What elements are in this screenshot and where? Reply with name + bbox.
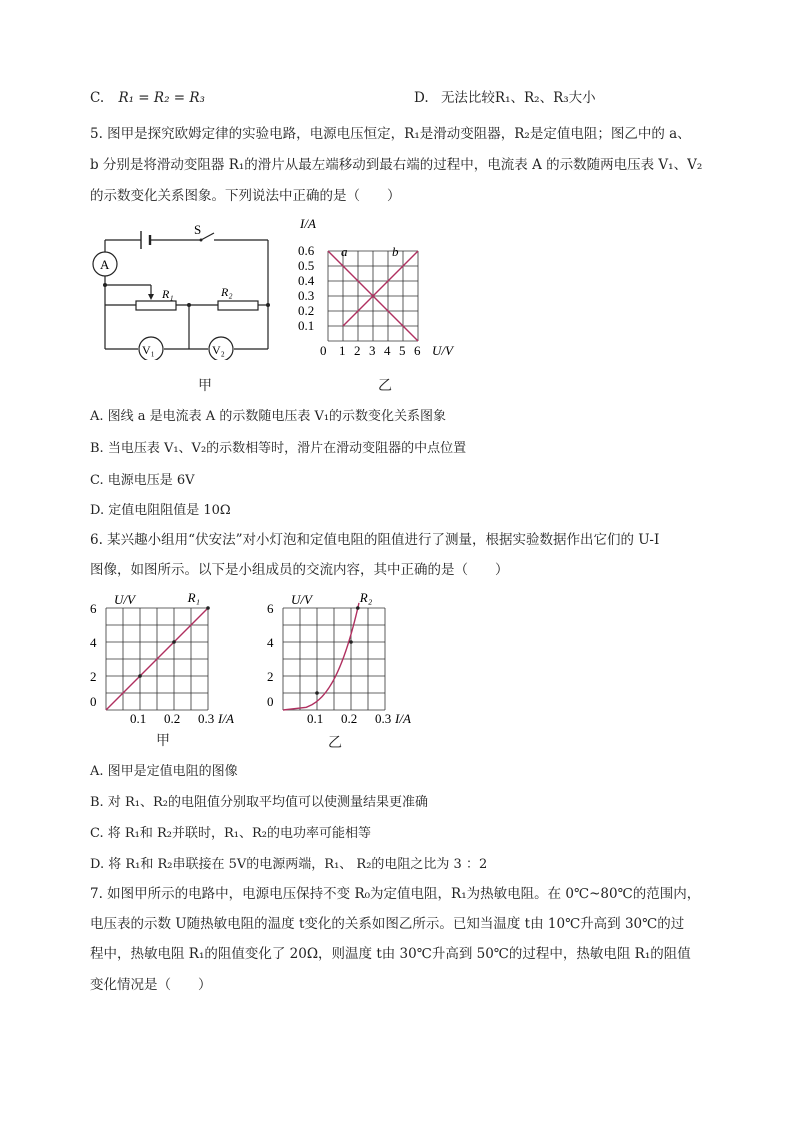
q5-stem-line-2: b 分别是将滑动变阻器 R₁的滑片从最左端移动到最右端的过程中，电流表 A 的示数随两电压表 V₁、V₂	[90, 157, 703, 173]
v1-label: V₁	[142, 343, 155, 357]
q6-right-data-point	[356, 606, 360, 610]
q5-ytick: 0.5	[298, 258, 315, 273]
q6-left-ytick: 6	[90, 601, 97, 616]
rheostat-arrow-icon	[148, 294, 154, 300]
q5-ytick: 0.2	[298, 303, 315, 318]
q4-option-d-text: 无法比较R₁、R₂、R₃大小	[440, 90, 596, 106]
q5-option-d: D. 定值电阻阻值是 10Ω	[90, 503, 231, 518]
q5-caption-left: 甲	[198, 378, 212, 394]
q6-left-ylabel: U/V	[114, 592, 135, 607]
q5-stem-line-1: 5. 图甲是探究欧姆定律的实验电路，电源电压恒定，R₁是滑动变阻器，R₂是定值电阻；图乙中的 a、	[90, 126, 691, 142]
r1-label: R₁	[162, 287, 174, 301]
q6-option-a: A. 图甲是定值电阻的图像	[90, 764, 238, 779]
q4-option-c-formula: R₁ = R₂ = R₃	[118, 90, 205, 106]
q6-chart-right	[265, 590, 425, 725]
r1-rheostat	[136, 301, 176, 310]
q6-option-b: B. 对 R₁、R₂的电阻值分别取平均值可以使测量结果更准确	[90, 795, 428, 810]
q5-xtick: 3	[369, 343, 376, 358]
q6-left-curve-label: R₁	[187, 590, 201, 605]
q6-option-c: C. 将 R₁和 R₂并联时，R₁、R₂的电功率可能相等	[90, 826, 372, 841]
q6-option-d: D. 将 R₁和 R₂串联接在 5V的电源两端，R₁、 R₂的电阻之比为 3 ：2	[90, 857, 488, 872]
q6-left-ytick: 4	[90, 635, 97, 650]
q5-ylabel: I/A	[300, 216, 316, 231]
q6-right-ytick: 4	[267, 635, 274, 650]
q5-xtick: 6	[414, 343, 421, 358]
q5-ytick: 0.4	[298, 273, 315, 288]
q7-stem-line-4: 变化情况是（ ）	[90, 977, 212, 993]
q5-line-b-label: b	[392, 244, 399, 259]
q6-stem-line-2: 图像，如图所示。以下是小组成员的交流内容，其中正确的是（ ）	[90, 562, 509, 578]
q6-right-data-point	[349, 640, 353, 644]
switch-blade	[201, 233, 214, 240]
r2-label: R₂	[221, 285, 233, 299]
q6-left-xlabel: I/A	[218, 711, 234, 725]
q6-caption-left: 甲	[156, 733, 170, 749]
q4-option-d	[414, 88, 596, 108]
q6-right-data-point	[315, 691, 319, 695]
q6-right-xtick: 0.2	[341, 711, 358, 725]
q6-right-ylabel: U/V	[291, 592, 312, 607]
v2-label: V₂	[212, 343, 225, 357]
q5-circuit-diagram	[88, 225, 278, 360]
q5-option-c: C. 电源电压是 6V	[90, 473, 195, 488]
q4-option-c	[90, 88, 205, 108]
r2-resistor	[218, 301, 258, 310]
q5-xtick: 2	[354, 343, 361, 358]
q6-left-xtick: 0.3	[198, 711, 215, 725]
q4-option-c-label: C.	[90, 90, 105, 106]
q5-xtick: 4	[384, 343, 391, 358]
q6-right-ytick: 0	[267, 694, 274, 709]
q6-right-ytick: 6	[267, 601, 274, 616]
q5-line-b	[343, 251, 418, 326]
q5-line-a-label: a	[341, 244, 348, 259]
q6-right-xtick: 0.3	[375, 711, 392, 725]
q6-right-xlabel: I/A	[395, 711, 411, 725]
q5-xtick: 5	[399, 343, 406, 358]
q5-xtick: 1	[339, 343, 346, 358]
q6-left-xtick: 0.2	[164, 711, 181, 725]
q6-caption-right: 乙	[328, 735, 342, 751]
q6-left-data-point	[206, 606, 210, 610]
switch-label: S	[194, 225, 202, 237]
q5-option-a: A. 图线 a 是电流表 A 的示数随电压表 V₁的示数变化关系图象	[90, 409, 447, 424]
q6-right-curve-label: R₂	[359, 590, 373, 605]
q7-stem-line-2: 电压表的示数 U随热敏电阻的温度 t变化的关系如图乙所示。已知当温度 t由 10℃升高到 30℃的过	[90, 916, 685, 932]
q5-option-b: B. 当电压表 V₁、V₂的示数相等时，滑片在滑动变阻器的中点位置	[90, 441, 467, 456]
q5-xtick: 0	[320, 343, 327, 358]
q6-left-data-point	[172, 640, 176, 644]
q5-ytick: 0.1	[298, 318, 315, 333]
q5-stem-line-3: 的示数变化关系图象。下列说法中正确的是（ ）	[90, 188, 401, 204]
ammeter-label: A	[100, 257, 110, 272]
q6-right-curve	[283, 603, 359, 710]
q5-xlabel: U/V	[432, 343, 453, 358]
q6-left-ytick: 0	[90, 694, 97, 709]
q5-ytick: 0.6	[298, 243, 315, 258]
q6-left-data-point	[138, 674, 142, 678]
q6-left-ytick: 2	[90, 669, 97, 684]
q7-stem-line-3: 程中，热敏电阻 R₁的阻值变化了 20Ω，则温度 t由 30℃升高到 50℃的过程中，热敏电阻 R₁的阻值	[90, 946, 691, 962]
q7-stem-line-1: 7. 如图甲所示的电路中，电源电压保持不变 R₀为定值电阻，R₁为热敏电阻。在 0℃~80℃的范围内，	[90, 886, 701, 902]
q6-right-xtick: 0.1	[307, 711, 324, 725]
q5-caption-right: 乙	[378, 378, 392, 394]
q6-chart-left	[88, 590, 248, 725]
q6-stem-line-1: 6. 某兴趣小组用“伏安法”对小灯泡和定值电阻的阻值进行了测量，根据实验数据作出它们的 U-I	[90, 532, 660, 548]
q5-ytick: 0.3	[298, 288, 315, 303]
q5-i-u-chart	[296, 214, 466, 364]
q4-option-d-label: D.	[414, 90, 429, 106]
q6-left-xtick: 0.1	[130, 711, 147, 725]
q6-right-ytick: 2	[267, 669, 274, 684]
